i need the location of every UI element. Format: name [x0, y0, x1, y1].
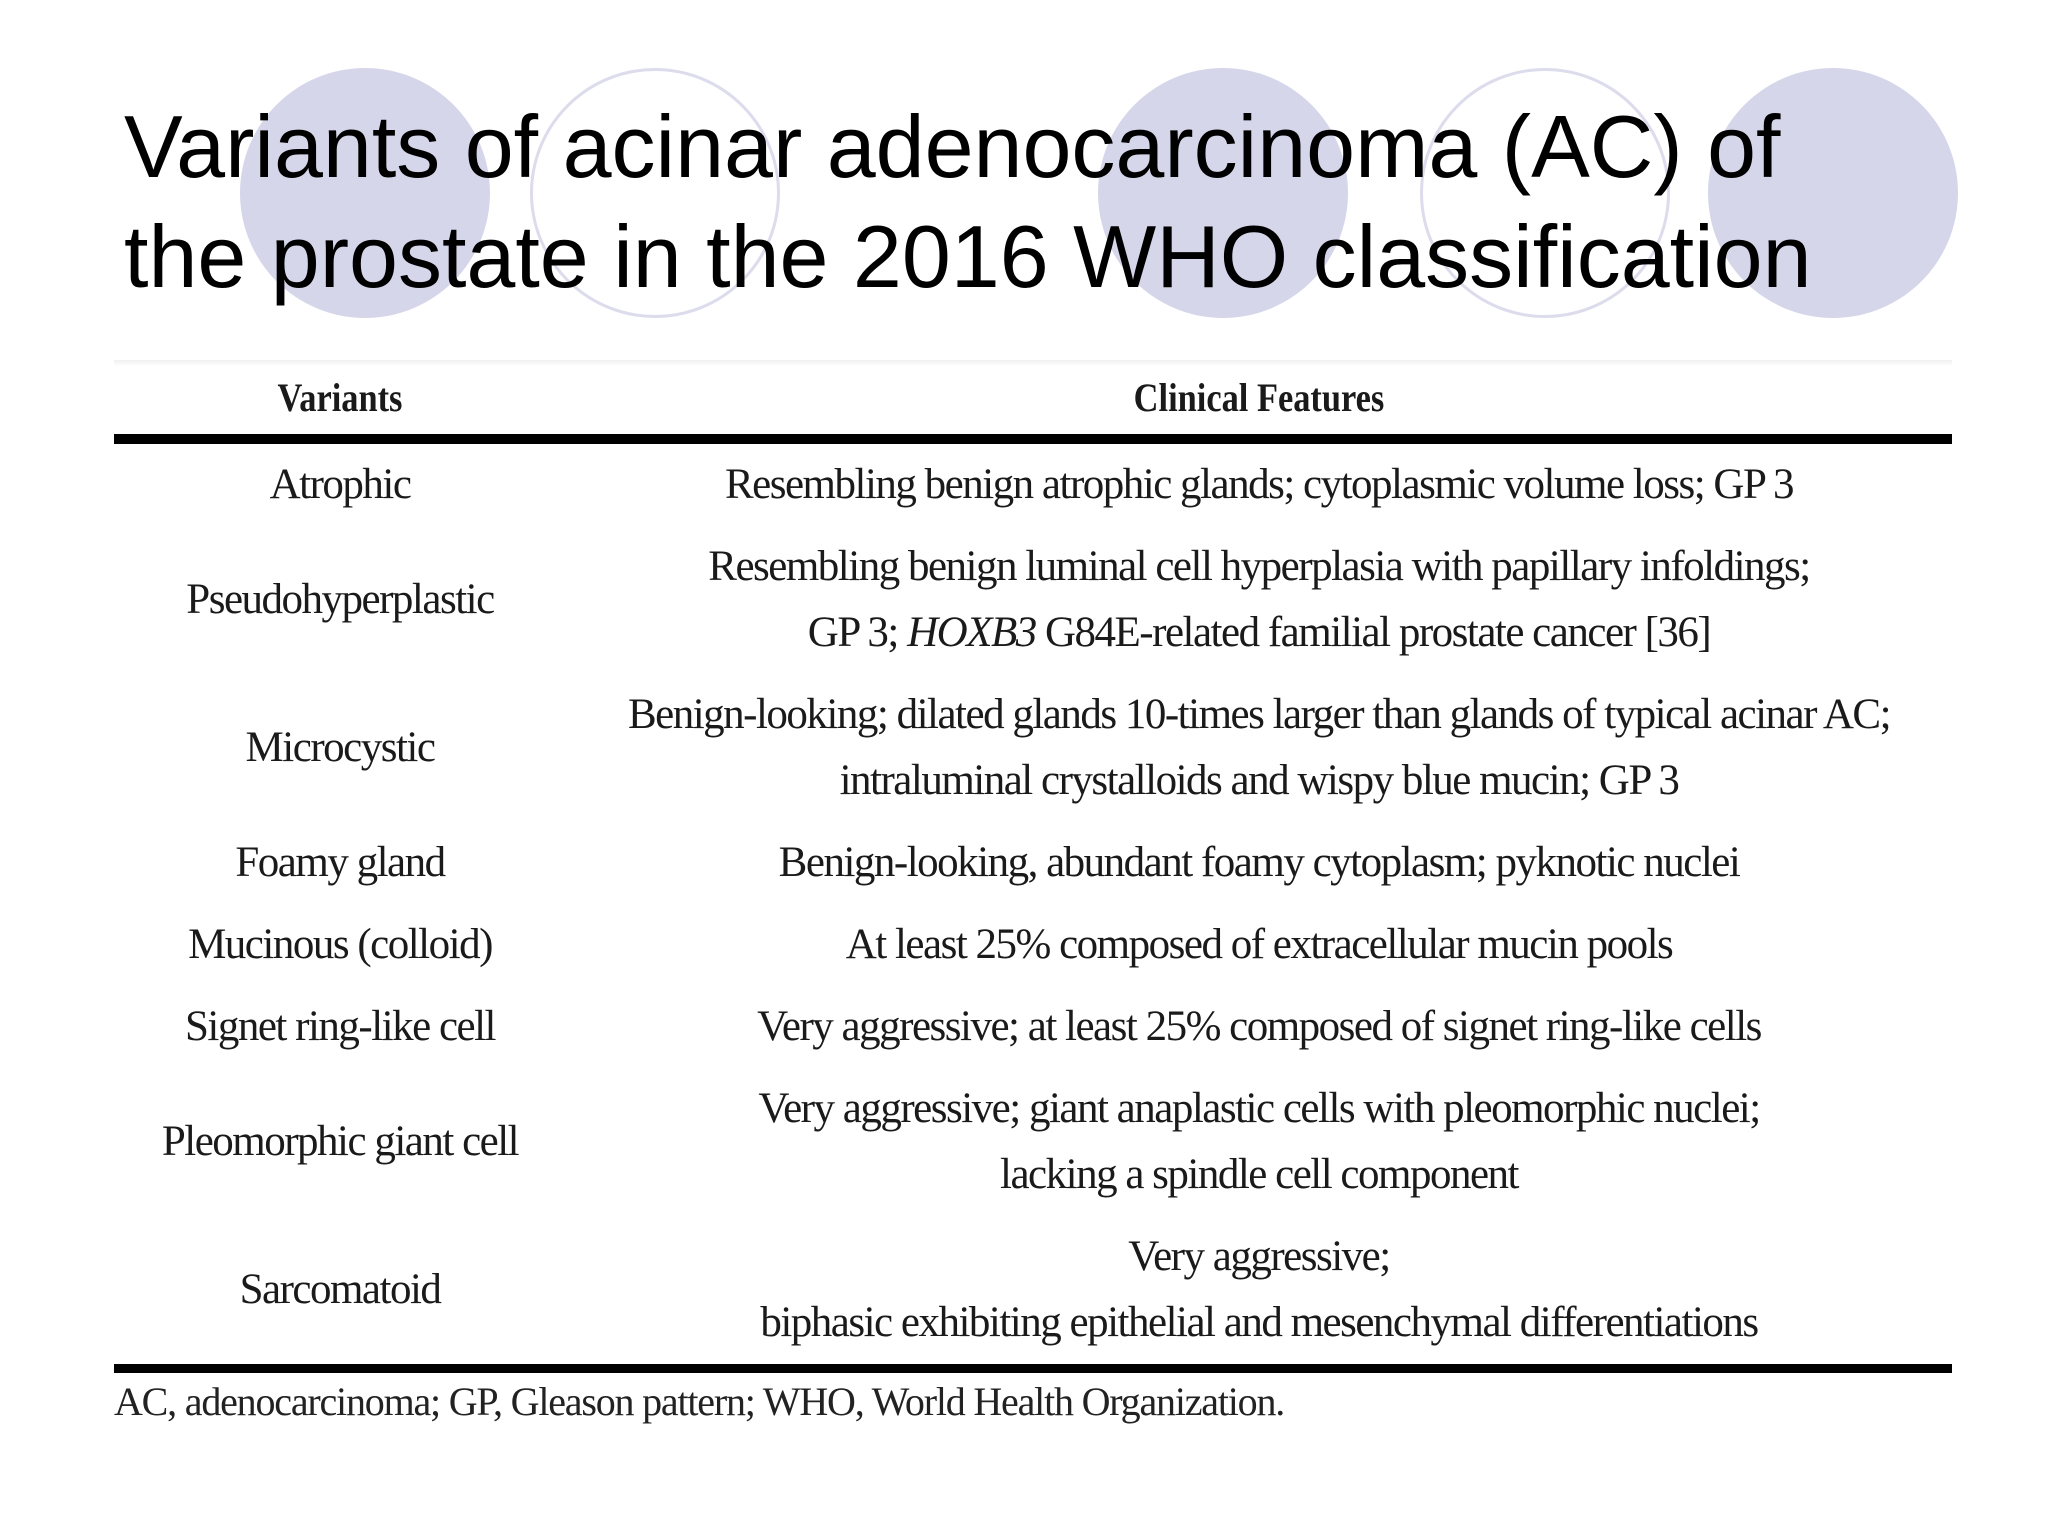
- table-row: [114, 986, 1952, 1068]
- features-line: [566, 600, 1952, 666]
- features-cell: [566, 1216, 1952, 1369]
- features-line: Very aggressive; giant anaplastic cells with pleomorphic nuclei;: [758, 1085, 1760, 1132]
- header-variants: Variants: [146, 360, 535, 439]
- header-clinical-features: Clinical Features: [663, 360, 1855, 439]
- table-row: [114, 439, 1952, 526]
- features-line: Very aggressive;: [1128, 1233, 1390, 1280]
- variant-cell: Foamy gland: [235, 839, 445, 886]
- gene-name-italic: HOXB3: [907, 609, 1036, 656]
- features-cell: [566, 439, 1952, 526]
- variant-cell: Sarcomatoid: [114, 1216, 566, 1369]
- features-cell: [566, 904, 1952, 986]
- features-line: intraluminal crystalloids and wispy blue mucin; GP 3: [839, 757, 1679, 804]
- variant-cell: Signet ring-like cell: [184, 1003, 496, 1050]
- table-row: [114, 1068, 1952, 1216]
- features-line-prefix: GP 3;: [807, 609, 908, 656]
- features-line: Very aggressive; at least 25% composed of signet ring-like cells: [757, 1003, 1761, 1050]
- slide-title-line-2: the prostate in the 2016 WHO classification: [124, 207, 1812, 306]
- slide-title-line-1: Variants of acinar adenocarcinoma (AC) of: [124, 97, 1781, 196]
- variant-cell: Microcystic: [245, 724, 435, 771]
- variants-table: [114, 360, 1952, 1373]
- features-cell: [566, 1068, 1952, 1216]
- table-row: [114, 526, 1952, 674]
- variants-table-figure: [114, 360, 1952, 1450]
- features-cell: [566, 986, 1952, 1068]
- variant-cell: Pleomorphic giant cell: [161, 1118, 519, 1165]
- features-line: biphasic exhibiting epithelial and mesenchymal differentiations: [760, 1299, 1758, 1346]
- table-footnote: AC, adenocarcinoma; GP, Gleason pattern; WHO, World Health Organization.: [114, 1379, 1285, 1424]
- features-line-suffix: G84E-related familial prostate cancer [36]: [1035, 609, 1711, 656]
- variant-cell: Atrophic: [269, 461, 411, 508]
- features-line: Resembling benign luminal cell hyperplasia with papillary infoldings;: [708, 543, 1810, 590]
- features-cell: [566, 674, 1952, 822]
- variant-cell: Mucinous (colloid): [188, 921, 492, 968]
- features-line: At least 25% composed of extracellular mucin pools: [845, 921, 1673, 968]
- table-row: [114, 822, 1952, 904]
- features-line: lacking a spindle cell component: [1000, 1151, 1518, 1198]
- features-line: Benign-looking; dilated glands 10-times larger than glands of typical acinar AC;: [627, 691, 1891, 738]
- table-header-row: [114, 360, 1952, 439]
- features-cell: [566, 822, 1952, 904]
- table-row: [114, 674, 1952, 822]
- features-line: Resembling benign atrophic glands; cytoplasmic volume loss; GP 3: [724, 461, 1794, 508]
- features-line: Benign-looking, abundant foamy cytoplasm; pyknotic nuclei: [778, 839, 1740, 886]
- table-row: [114, 904, 1952, 986]
- features-cell: [566, 526, 1952, 674]
- table-row: [114, 1216, 1952, 1369]
- variant-cell: Pseudohyperplastic: [186, 576, 494, 623]
- slide-title: [124, 92, 1984, 312]
